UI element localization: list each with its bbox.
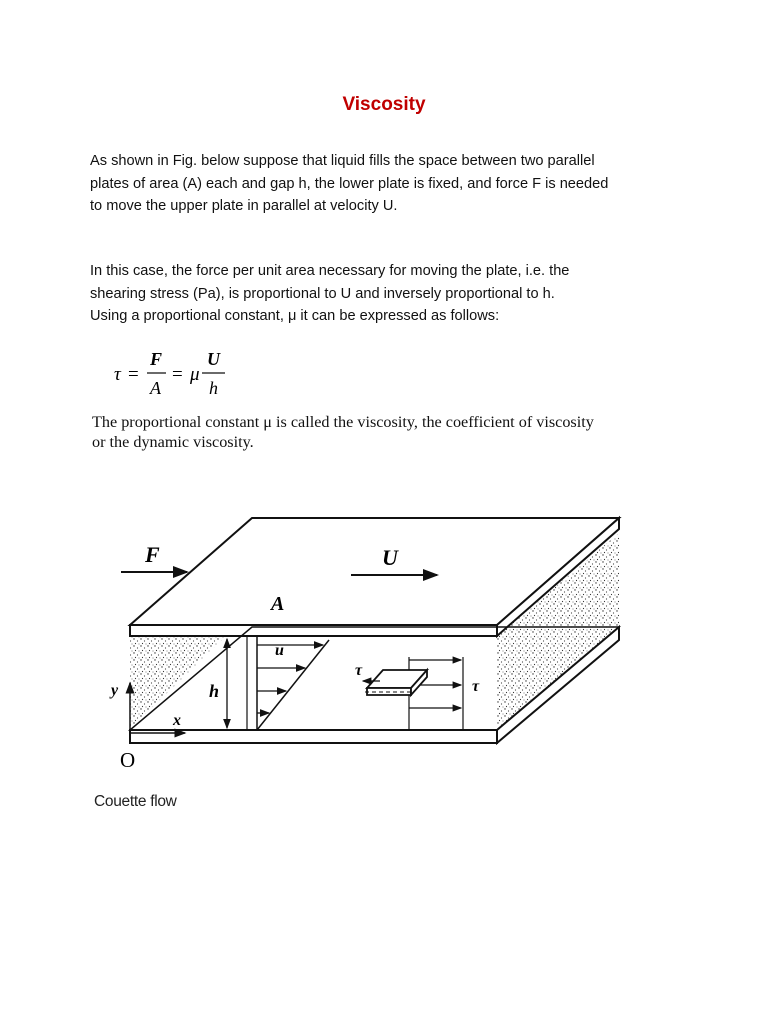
viscosity-definition	[92, 412, 712, 452]
profile-line	[257, 640, 329, 730]
label-tau-right: τ	[472, 678, 480, 695]
stress-line: Using a proportional constant, μ it can be expressed as follows:	[90, 308, 500, 324]
definition-line: The proportional constant μ is called the viscosity, the coefficient of viscosity	[92, 413, 594, 431]
formula-A: A	[150, 378, 161, 398]
formula-equals-2: =	[172, 364, 183, 385]
stress-paragraph	[90, 260, 690, 328]
label-h: h	[209, 681, 220, 701]
formula-equals-1: =	[128, 364, 139, 385]
formula-U: U	[207, 349, 220, 369]
formula-h: h	[209, 378, 218, 398]
label-U: U	[382, 545, 398, 570]
intro-line: plates of area (A) each and gap h, the lower plate is fixed, and force F is needed	[90, 175, 609, 192]
formula-tau: τ	[114, 364, 121, 385]
intro-paragraph	[90, 150, 690, 218]
label-A: A	[271, 593, 285, 615]
formula-F: F	[150, 349, 163, 369]
label-y: y	[111, 682, 119, 699]
intro-line: As shown in Fig. below suppose that liquid fills the space between two parallel	[90, 153, 595, 169]
label-x: x	[173, 712, 181, 729]
label-u: u	[275, 642, 284, 659]
intro-line: to move the upper plate in parallel at velocity U.	[90, 198, 398, 214]
label-tau-left: τ	[355, 662, 363, 679]
lower-plate-front	[130, 730, 497, 743]
figure-caption: Couette flow	[94, 793, 177, 810]
stress-line: shearing stress (Pa), is proportional to U and inversely proportional to h.	[90, 285, 555, 302]
couette-flow-diagram	[105, 505, 635, 785]
page-title: Viscosity	[342, 94, 426, 115]
shear-stress-formula	[110, 342, 270, 404]
label-F: F	[145, 542, 160, 567]
formula-mu: μ	[190, 364, 200, 385]
label-origin: O	[120, 748, 136, 772]
stress-line: In this case, the force per unit area necessary for moving the plate, i.e. the	[90, 263, 570, 279]
definition-line: or the dynamic viscosity.	[92, 433, 254, 451]
